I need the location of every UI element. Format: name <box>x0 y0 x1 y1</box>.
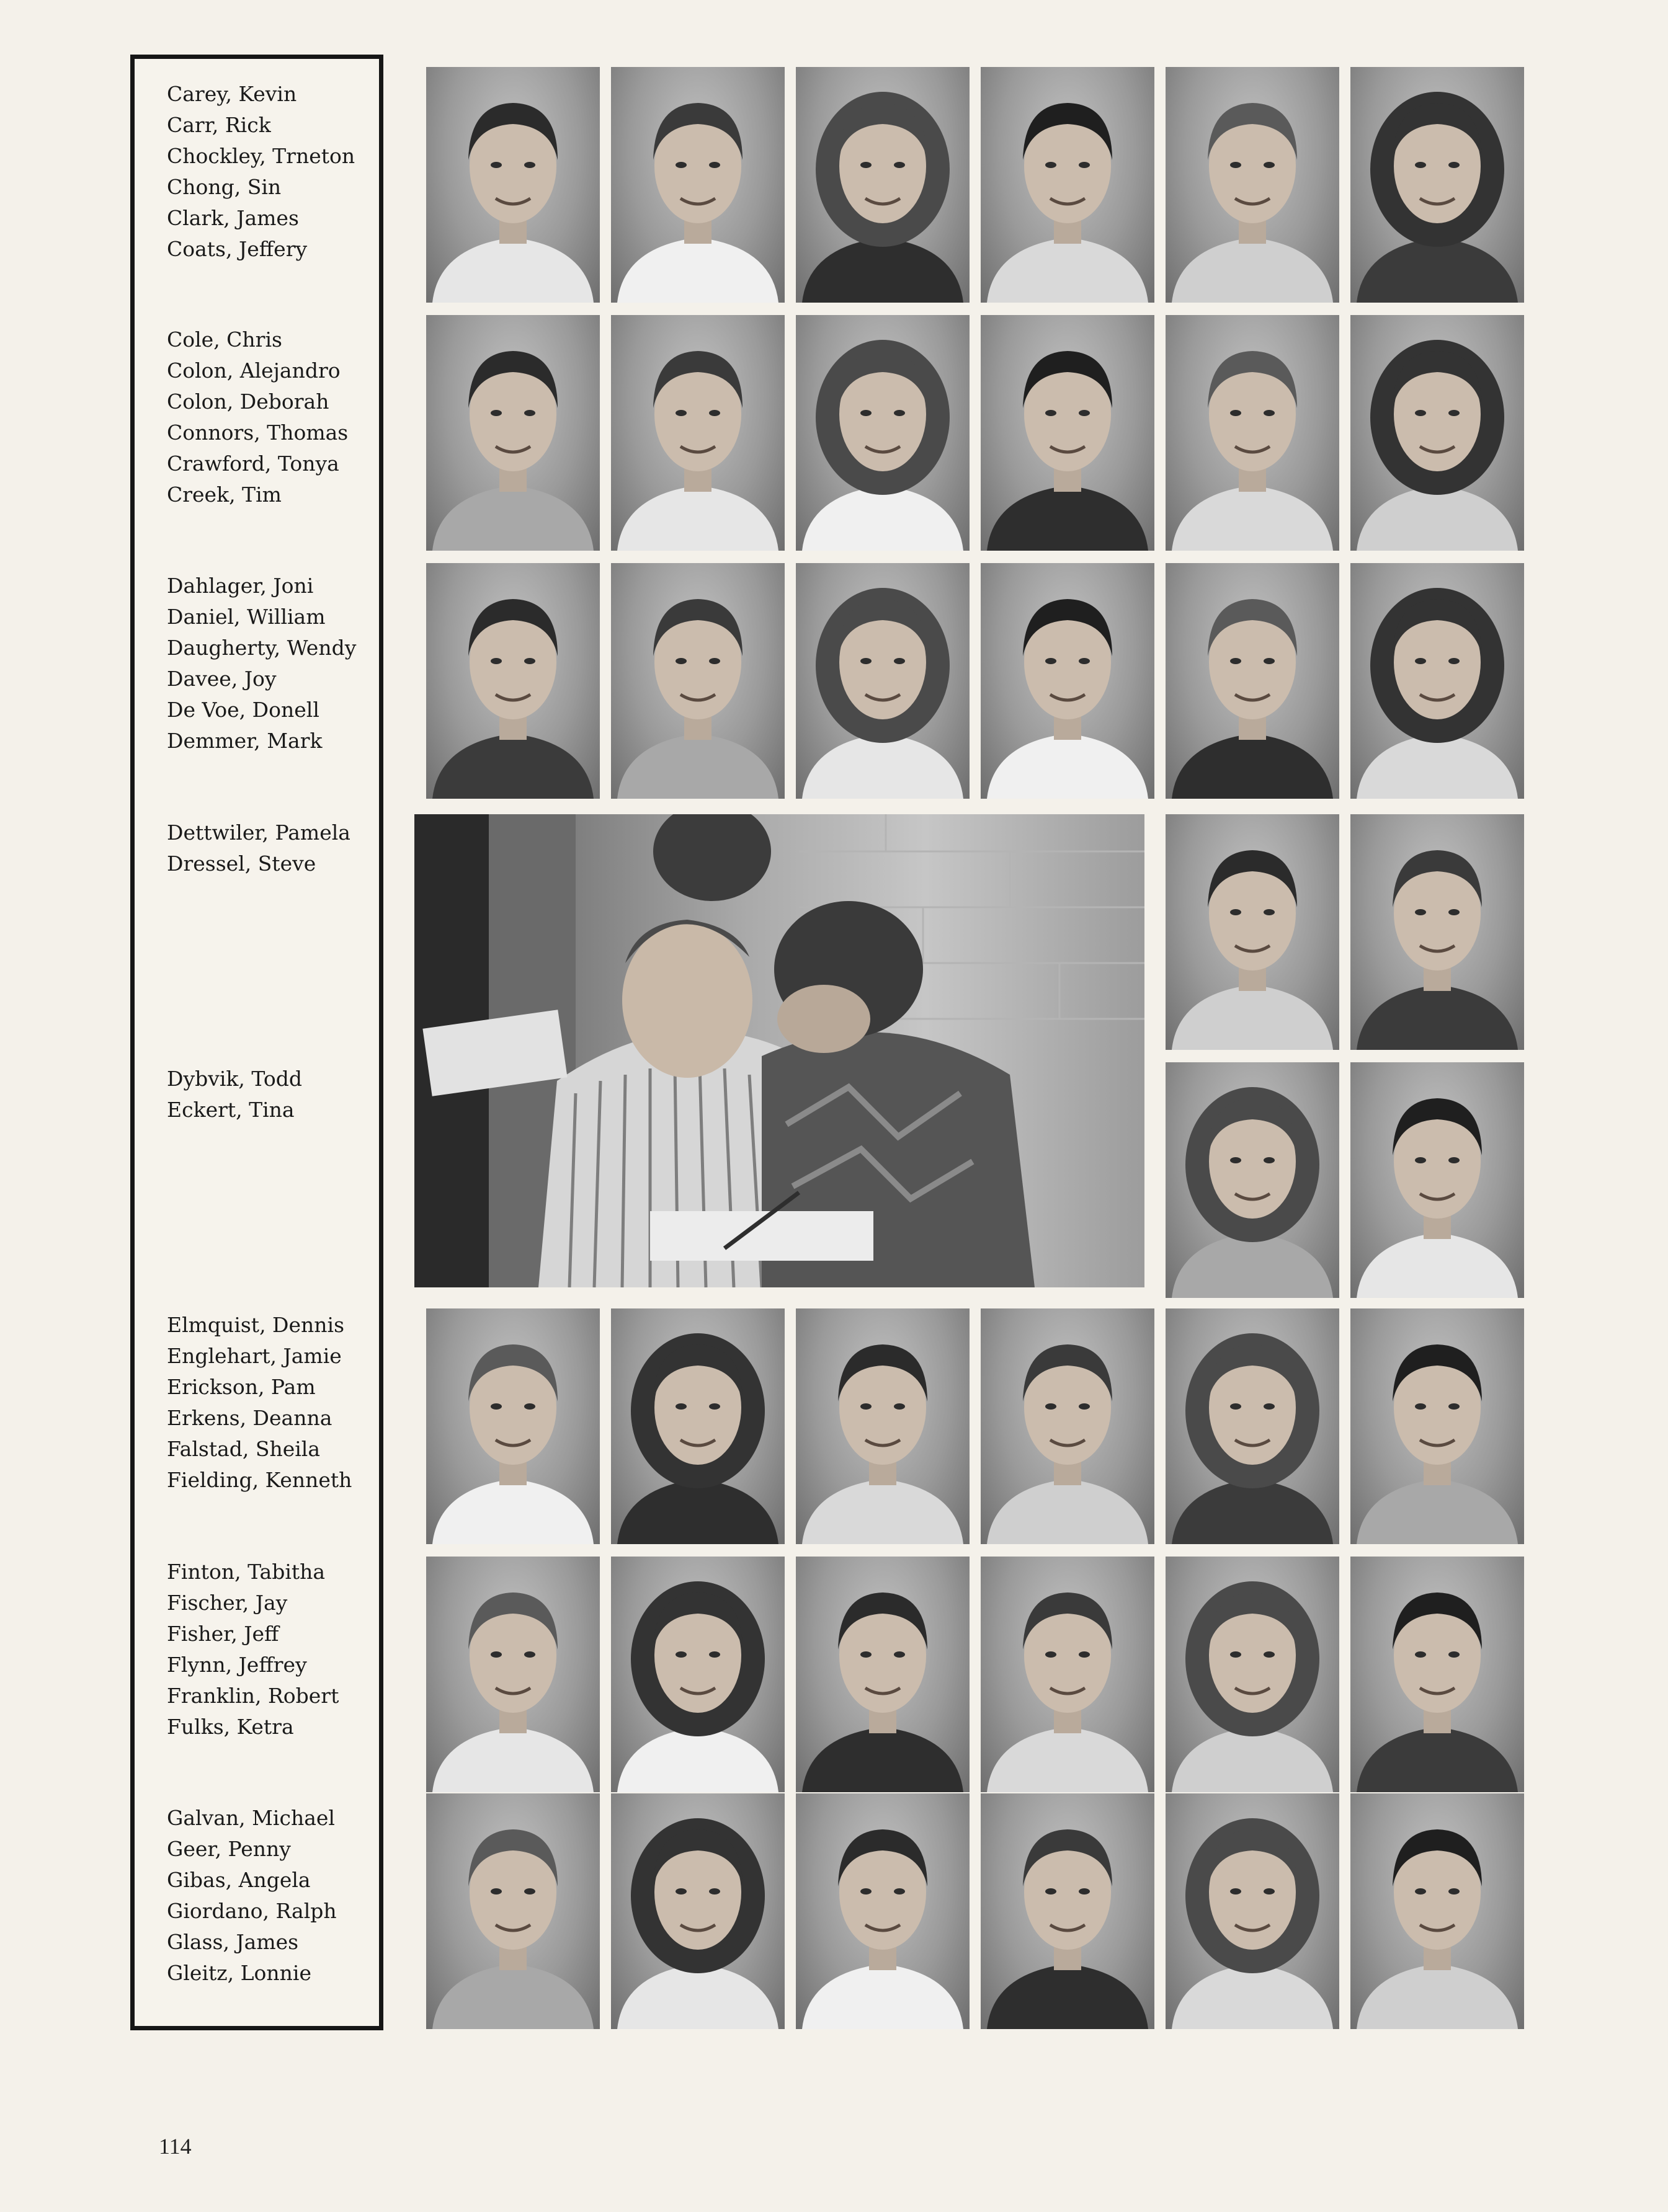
student-name: Carr, Rick <box>167 113 271 137</box>
student-portrait <box>426 1793 600 2029</box>
student-portrait <box>796 1308 970 1544</box>
name-group-2 <box>167 324 348 510</box>
student-name: Daugherty, Wendy <box>167 636 357 660</box>
name-list-panel <box>130 55 383 2030</box>
student-name: De Voe, Donell <box>167 698 319 722</box>
student-name: Dressel, Steve <box>167 851 316 876</box>
student-name: Cole, Chris <box>167 327 282 352</box>
page-number: 114 <box>159 2134 192 2159</box>
name-group-6 <box>167 1310 352 1496</box>
student-portrait <box>981 1308 1154 1544</box>
student-name: Demmer, Mark <box>167 729 323 753</box>
student-name: Fielding, Kenneth <box>167 1468 352 1492</box>
student-name: Glass, James <box>167 1930 299 1954</box>
student-portrait <box>796 315 970 551</box>
student-name: Daniel, William <box>167 605 326 629</box>
student-portrait <box>1350 1308 1524 1544</box>
student-name: Davee, Joy <box>167 667 277 691</box>
student-name: Clark, James <box>167 206 299 230</box>
student-portrait <box>1166 315 1339 551</box>
student-portrait <box>1166 1062 1339 1298</box>
student-name: Finton, Tabitha <box>167 1560 326 1584</box>
student-portrait <box>426 563 600 799</box>
student-portrait <box>796 1557 970 1792</box>
student-name: Dettwiler, Pamela <box>167 820 350 845</box>
student-name: Colon, Alejandro <box>167 358 341 383</box>
student-name: Franklin, Robert <box>167 1684 339 1708</box>
student-name: Crawford, Tonya <box>167 451 339 476</box>
student-name: Gibas, Angela <box>167 1868 311 1892</box>
student-name: Dahlager, Joni <box>167 574 314 598</box>
student-portrait <box>611 1557 785 1792</box>
student-portrait <box>611 1308 785 1544</box>
student-portrait <box>796 1793 970 2029</box>
name-group-7 <box>167 1557 339 1743</box>
student-name: Chockley, Trneton <box>167 144 355 168</box>
student-portrait <box>1350 814 1524 1050</box>
student-portrait <box>796 563 970 799</box>
student-name: Fischer, Jay <box>167 1591 288 1615</box>
student-portrait <box>1350 1793 1524 2029</box>
student-portrait <box>611 315 785 551</box>
student-portrait <box>611 1793 785 2029</box>
student-name: Fisher, Jeff <box>167 1622 279 1646</box>
student-portrait <box>1166 1793 1339 2029</box>
name-group-5 <box>167 1064 302 1126</box>
student-name: Chong, Sin <box>167 175 282 199</box>
student-name: Galvan, Michael <box>167 1806 335 1830</box>
student-portrait <box>611 563 785 799</box>
name-group-8 <box>167 1803 337 1989</box>
student-portrait <box>1350 1557 1524 1792</box>
student-name: Falstad, Sheila <box>167 1437 321 1461</box>
student-portrait <box>426 67 600 303</box>
name-group-3 <box>167 571 356 757</box>
student-name: Erkens, Deanna <box>167 1406 332 1430</box>
student-portrait <box>981 315 1154 551</box>
student-name: Colon, Deborah <box>167 389 329 414</box>
student-name: Erickson, Pam <box>167 1375 316 1399</box>
student-name: Elmquist, Dennis <box>167 1313 345 1337</box>
student-portrait <box>1166 1557 1339 1792</box>
name-group-1 <box>167 79 355 265</box>
student-name: Fulks, Ketra <box>167 1715 294 1739</box>
student-name: Creek, Tim <box>167 482 282 507</box>
student-name: Geer, Penny <box>167 1837 291 1861</box>
student-portrait <box>1166 67 1339 303</box>
student-portrait <box>1166 814 1339 1050</box>
student-name: Coats, Jeffery <box>167 237 308 261</box>
student-portrait <box>1350 563 1524 799</box>
student-name: Gleitz, Lonnie <box>167 1961 311 1985</box>
student-portrait <box>1166 1308 1339 1544</box>
student-name: Dybvik, Todd <box>167 1067 302 1091</box>
student-portrait <box>1166 563 1339 799</box>
student-name: Connors, Thomas <box>167 420 349 445</box>
student-portrait <box>426 1308 600 1544</box>
student-portrait <box>426 315 600 551</box>
name-group-4 <box>167 817 350 879</box>
student-portrait <box>981 1557 1154 1792</box>
student-portrait <box>981 563 1154 799</box>
student-name: Giordano, Ralph <box>167 1899 337 1923</box>
student-portrait <box>611 67 785 303</box>
student-name: Eckert, Tina <box>167 1098 295 1122</box>
student-portrait <box>981 1793 1154 2029</box>
student-portrait <box>981 67 1154 303</box>
student-portrait <box>1350 315 1524 551</box>
student-name: Carey, Kevin <box>167 82 297 106</box>
student-name: Flynn, Jeffrey <box>167 1653 307 1677</box>
student-portrait <box>1350 1062 1524 1298</box>
student-portrait <box>426 1557 600 1792</box>
student-portrait <box>1350 67 1524 303</box>
student-name: Englehart, Jamie <box>167 1344 342 1368</box>
candid-classroom-photo <box>414 814 1144 1287</box>
student-portrait <box>796 67 970 303</box>
